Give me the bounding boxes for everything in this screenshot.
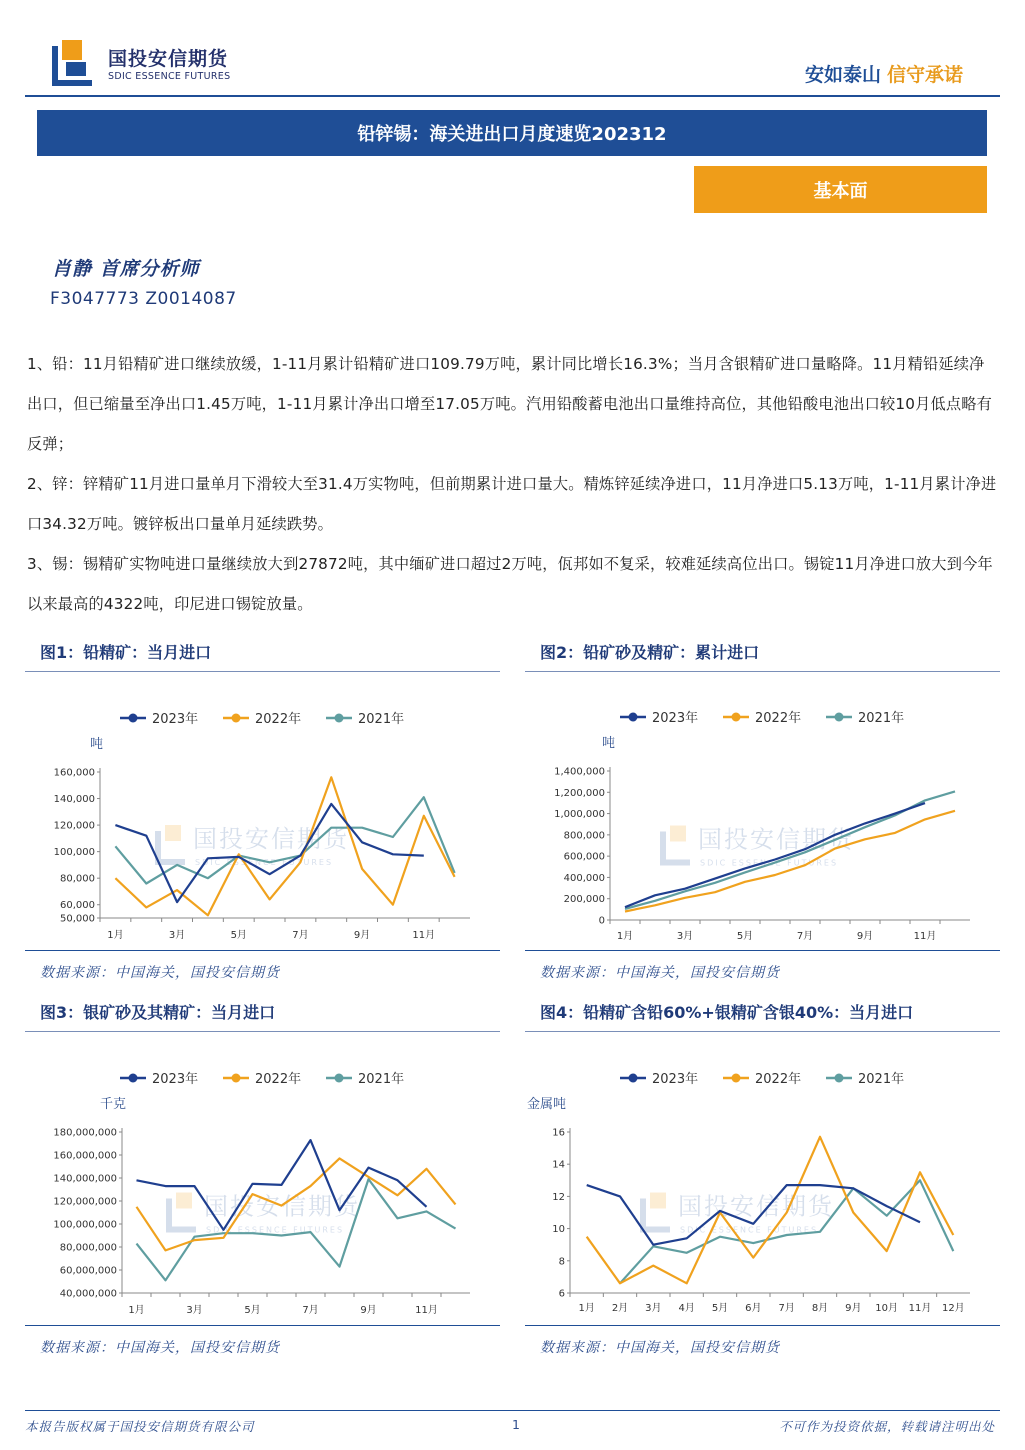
- legend-label: 2023年: [652, 711, 699, 726]
- legend-swatch-marker: [232, 714, 241, 723]
- y-tick-label: 200,000: [563, 894, 605, 906]
- x-tick-label: 3月: [168, 930, 186, 941]
- x-tick-label: 1月: [107, 930, 124, 941]
- watermark-text: 国投安信期货: [193, 825, 349, 853]
- watermark-subtext: SDIC ESSENCE FUTURES: [700, 858, 839, 868]
- y-tick-label: 12: [552, 1191, 565, 1203]
- y-tick-label: 80,000,000: [59, 1242, 117, 1254]
- axis-unit-label: 金属吨: [527, 1097, 567, 1112]
- legend-label: 2022年: [255, 1072, 302, 1087]
- x-tick-label: 11月: [412, 930, 436, 941]
- summary-paragraph-tin: 3、锡：锡精矿实物吨进口量继续放大到27872吨，其中缅矿进口超过2万吨，佤邦如不复采，较难延续高位出口。锡锭11月净进口放大到今年以来最高的4322吨，印尼进口锡锭放量。: [27, 555, 993, 613]
- x-tick-label: 11月: [415, 1305, 438, 1316]
- legend-item: [620, 1071, 698, 1087]
- legend-item: [326, 711, 404, 727]
- legend-item: [826, 710, 904, 726]
- y-tick-label: 14: [552, 1159, 565, 1171]
- chart-lead-concentrate-monthly: [25, 700, 500, 945]
- watermark: [155, 825, 349, 867]
- axis-unit-label: 千克: [100, 1097, 127, 1112]
- legend-swatch-marker: [129, 1074, 138, 1083]
- y-tick-label: 120,000: [53, 820, 95, 832]
- chart-silver-ore-monthly: [25, 1060, 500, 1320]
- y-tick-label: 160,000,000: [53, 1150, 117, 1162]
- x-tick-label: 5月: [736, 931, 754, 942]
- legend-swatch-marker: [335, 714, 344, 723]
- x-tick-label: 3月: [676, 931, 694, 942]
- watermark-logo-square: [165, 825, 181, 841]
- legend-swatch-marker: [732, 1074, 741, 1083]
- chart-lead-ore-cumulative: [525, 700, 1000, 945]
- watermark: [660, 826, 854, 868]
- footer-copyright: 本报告版权属于国投安信期货有限公司: [25, 1419, 255, 1434]
- summary-paragraph-lead: 1、铅：11月铅精矿进口继续放缓，1-11月累计铅精矿进口109.79万吨，累计同比增长16.3%；当月含银精矿进口量略降。11月精铅延续净出口，但已缩量至净出口1.45万吨，1-11月累计净出口增至17.05万吨。汽用铅酸蓄电池出口量维持高位，其他铅酸电池出口较10月低点略有反弹；: [27, 355, 993, 453]
- x-tick-label: 2月: [611, 1303, 629, 1314]
- x-tick-label: 7月: [796, 931, 814, 942]
- watermark-logo-base: [166, 1227, 196, 1233]
- legend-label: 2022年: [255, 712, 302, 727]
- watermark-subtext: SDIC ESSENCE FUTURES: [195, 858, 334, 867]
- watermark-text: 国投安信期货: [698, 825, 854, 854]
- figure-3-rule: [25, 1031, 500, 1032]
- watermark-logo-square: [176, 1193, 192, 1209]
- figure-2-source: 数据来源：中国海关，国投安信期货: [540, 965, 780, 981]
- y-tick-label: 400,000: [563, 872, 605, 884]
- y-tick-label: 140,000: [53, 794, 95, 806]
- legend-swatch-marker: [835, 713, 844, 722]
- legend-item: [223, 1071, 301, 1087]
- x-tick-label: 1月: [616, 931, 634, 942]
- x-tick-label: 1月: [578, 1303, 595, 1314]
- x-tick-label: 11月: [913, 931, 937, 942]
- legend-label: 2022年: [755, 1072, 802, 1087]
- watermark-logo-square: [650, 1193, 666, 1209]
- legend-item: [120, 1071, 198, 1087]
- y-tick-label: 1,200,000: [554, 787, 605, 799]
- x-tick-label: 5月: [711, 1303, 729, 1314]
- legend-label: 2021年: [358, 712, 405, 727]
- x-tick-label: 9月: [360, 1305, 377, 1316]
- figure-3-title: 图3：银矿砂及其精矿：当月进口: [40, 1003, 276, 1022]
- x-tick-label: 12月: [941, 1303, 965, 1314]
- figure-2-title: 图2：铅矿砂及精矿：累计进口: [540, 643, 760, 662]
- watermark-text: 国投安信期货: [204, 1192, 360, 1221]
- y-tick-label: 600,000: [563, 851, 605, 863]
- legend-label: 2023年: [152, 1072, 199, 1087]
- x-tick-label: 8月: [811, 1303, 829, 1314]
- watermark-subtext: SDIC ESSENCE FUTURES: [206, 1225, 345, 1235]
- logo-icon: [52, 40, 98, 86]
- legend-swatch-marker: [835, 1074, 844, 1083]
- figure-2-rule: [525, 671, 1000, 672]
- y-tick-label: 10: [552, 1224, 565, 1236]
- figure-1-bottom-rule: [25, 950, 500, 951]
- y-tick-label: 6: [558, 1288, 565, 1300]
- x-tick-label: 7月: [302, 1305, 319, 1316]
- header-divider: [25, 95, 1000, 97]
- y-tick-label: 80,000: [60, 873, 95, 885]
- x-tick-label: 9月: [845, 1303, 862, 1314]
- y-tick-label: 60,000: [60, 900, 95, 912]
- logo-name: 国投安信期货: [108, 48, 229, 70]
- legend-swatch-marker: [129, 714, 138, 723]
- x-tick-label: 10月: [875, 1303, 899, 1314]
- report-title: 铅锌锡：海关进出口月度速览202312: [37, 110, 987, 156]
- legend-item: [620, 710, 698, 726]
- figure-4-source: 数据来源：中国海关，国投安信期货: [540, 1340, 780, 1356]
- logo-subtitle: SDIC ESSENCE FUTURES: [108, 71, 231, 82]
- legend-item: [223, 711, 301, 727]
- figure-4-bottom-rule: [525, 1325, 1000, 1326]
- axis-unit-label: 吨: [90, 737, 104, 752]
- figure-4-title: 图4：铅精矿含铅60%+银精矿含银40%：当月进口: [540, 1003, 914, 1022]
- legend-label: 2021年: [858, 711, 905, 726]
- x-tick-label: 11月: [908, 1303, 932, 1314]
- legend-swatch-marker: [232, 1074, 241, 1083]
- legend-label: 2021年: [358, 1072, 405, 1087]
- y-tick-label: 120,000,000: [53, 1196, 117, 1208]
- axis-unit-label: 吨: [602, 736, 616, 751]
- figure-3-source: 数据来源：中国海关，国投安信期货: [40, 1340, 280, 1356]
- watermark-subtext: SDIC ESSENCE FUTURES: [680, 1225, 819, 1235]
- y-tick-label: 140,000,000: [53, 1173, 117, 1185]
- x-tick-label: 5月: [230, 930, 247, 941]
- slogan-part1: 安如泰山: [804, 64, 881, 86]
- legend-item: [120, 711, 198, 727]
- y-tick-label: 160,000: [53, 767, 95, 779]
- x-tick-label: 7月: [292, 930, 309, 941]
- analyst-license: F3047773 Z0014087: [50, 289, 237, 309]
- page-number: 1: [512, 1417, 520, 1432]
- x-tick-label: 1月: [128, 1305, 145, 1316]
- analyst-name: 肖静 首席分析师: [52, 258, 200, 280]
- y-tick-label: 800,000: [563, 830, 605, 842]
- y-tick-label: 40,000,000: [59, 1288, 117, 1300]
- figure-1-title: 图1：铅精矿：当月进口: [40, 643, 212, 662]
- figure-3-bottom-rule: [25, 1325, 500, 1326]
- x-tick-label: 3月: [645, 1303, 662, 1314]
- y-tick-label: 180,000,000: [53, 1127, 117, 1139]
- y-tick-label: 100,000: [53, 847, 95, 859]
- y-tick-label: 100,000,000: [53, 1219, 117, 1231]
- x-tick-label: 7月: [778, 1303, 795, 1314]
- legend-swatch-marker: [629, 713, 638, 722]
- y-tick-label: 1,000,000: [554, 809, 605, 821]
- legend-swatch-marker: [629, 1074, 638, 1083]
- watermark: [640, 1193, 834, 1235]
- legend-label: 2021年: [858, 1072, 905, 1087]
- figure-4-rule: [525, 1031, 1000, 1032]
- figure-2-bottom-rule: [525, 950, 1000, 951]
- legend-label: 2022年: [755, 711, 802, 726]
- slogan-part2: 信守承诺: [886, 64, 963, 86]
- footer-disclaimer: 不可作为投资依据，转载请注明出处: [778, 1419, 995, 1434]
- x-tick-label: 5月: [244, 1305, 261, 1316]
- y-tick-label: 50,000: [60, 913, 95, 925]
- watermark-logo-square: [670, 826, 686, 842]
- figure-1-rule: [25, 671, 500, 672]
- legend-item: [826, 1071, 904, 1087]
- summary-paragraph-zinc: 2、锌：锌精矿11月进口量单月下滑较大至31.4万实物吨，但前期累计进口量大。精炼锌延续净进口，11月净进口5.13万吨，1-11月累计净进口34.32万吨。镀锌板出口量单月延续跌势。: [27, 475, 997, 533]
- legend-item: [723, 1071, 801, 1087]
- y-tick-label: 60,000,000: [59, 1265, 117, 1277]
- legend-item: [723, 710, 801, 726]
- watermark-logo-base: [660, 860, 690, 866]
- legend-label: 2023年: [652, 1072, 699, 1087]
- x-tick-label: 4月: [678, 1303, 695, 1314]
- legend-swatch-marker: [335, 1074, 344, 1083]
- legend-swatch-marker: [732, 713, 741, 722]
- chart-lead-silver-metal-monthly: [525, 1060, 1000, 1320]
- y-tick-label: 8: [558, 1256, 565, 1268]
- legend-item: [326, 1071, 404, 1087]
- y-tick-label: 0: [598, 915, 605, 927]
- y-tick-label: 1,400,000: [554, 766, 605, 778]
- x-tick-label: 6月: [745, 1303, 762, 1314]
- x-tick-label: 3月: [186, 1305, 203, 1316]
- watermark-text: 国投安信期货: [678, 1192, 834, 1221]
- slogan: [805, 60, 963, 87]
- legend-label: 2023年: [152, 712, 199, 727]
- x-tick-label: 9月: [353, 930, 371, 941]
- figure-1-source: 数据来源：中国海关，国投安信期货: [40, 965, 280, 981]
- y-tick-label: 16: [552, 1127, 565, 1139]
- footer-divider: [25, 1410, 1000, 1411]
- category-badge: 基本面: [694, 166, 987, 213]
- series-line-2023年: [625, 803, 925, 907]
- x-tick-label: 9月: [856, 931, 874, 942]
